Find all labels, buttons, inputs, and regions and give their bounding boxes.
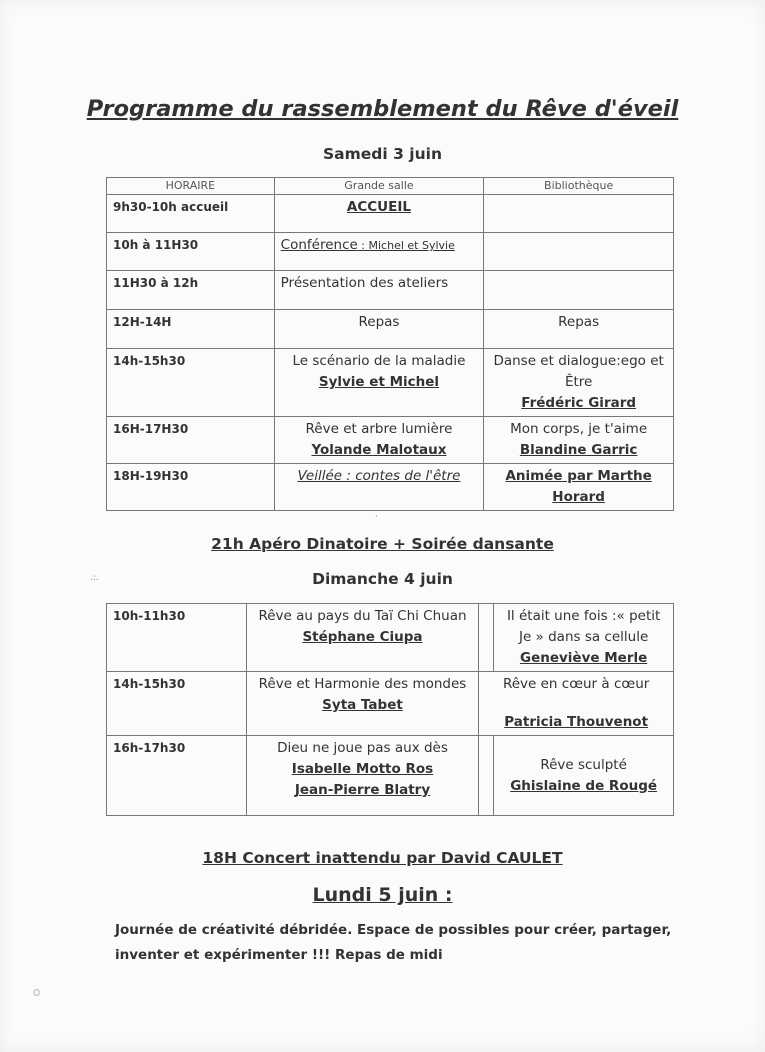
time-cell: 10h à 11H30 [107, 233, 275, 271]
speaker-name: Geneviève Merle [519, 650, 648, 666]
spacer-cell [479, 736, 494, 816]
grande-salle-cell [246, 736, 479, 816]
sunday-evening-event: 18H Concert inattendu par David CAULET [202, 849, 563, 867]
bibliotheque-cell [484, 233, 674, 271]
bibliotheque-cell [494, 736, 674, 816]
table-row [107, 736, 674, 816]
session-title: Rêve sculpté [540, 756, 627, 773]
grande-salle-cell: Repas [274, 310, 484, 349]
column-header-horaire: HORAIRE [107, 178, 275, 195]
speaker-name: Patricia Thouvenot [504, 714, 649, 730]
day3-heading: Lundi 5 juin : [312, 884, 453, 906]
speaker-name: Animée par Marthe Horard [505, 468, 652, 505]
session-title: Rêve et Harmonie des mondes [258, 676, 467, 692]
speaker-name: Stéphane Ciupa [302, 629, 423, 645]
speaker-name: Blandine Garric [519, 442, 638, 458]
speaker-name: Yolande Malotaux [311, 442, 447, 458]
time-cell: 12H-14H [107, 310, 275, 349]
speaker-name-2: Jean-Pierre Blatry [294, 782, 431, 798]
time-cell: 16H-17H30 [107, 417, 275, 464]
day1-heading: Samedi 3 juin [323, 145, 442, 163]
speaker-name: Sylvie et Michel [318, 374, 440, 390]
session-title: Le scénario de la maladie [292, 353, 466, 369]
saturday-evening-event: 21h Apéro Dinatoire + Soirée dansante [211, 535, 554, 553]
time-cell: 14h-15h30 [107, 349, 275, 417]
session-title: Dieu ne joue pas aux dès [277, 740, 448, 756]
bibliotheque-cell [494, 604, 674, 672]
grande-salle-cell: Présentation des ateliers [274, 271, 484, 310]
bibliotheque-cell [484, 464, 674, 511]
time-cell: 18H-19H30 [107, 464, 275, 511]
monday-description: Journée de créativité débridée. Espace de possibles pour créer, partager, inventer et expérimenter !!! Repas de midi [115, 922, 672, 963]
time-cell: 14h-15h30 [107, 672, 247, 736]
session-title: ACCUEIL [346, 199, 411, 215]
table-row [107, 349, 674, 417]
table-row [107, 672, 674, 736]
time-cell: 11H30 à 12h [107, 271, 275, 310]
time-cell: 16h-17h30 [107, 736, 247, 816]
session-title: Veillée : contes de l'être [297, 468, 461, 484]
paper-speck: · [375, 512, 378, 522]
grande-salle-cell [246, 672, 479, 736]
speaker-name: Frédéric Girard [521, 395, 637, 411]
bibliotheque-cell: Repas [484, 310, 674, 349]
grande-salle-cell [274, 233, 484, 271]
page-title: Programme du rassemblement du Rêve d'éveil [86, 96, 679, 122]
bibliotheque-cell [484, 271, 674, 310]
speaker-name: Ghislaine de Rougé [510, 777, 658, 794]
session-title: Mon corps, je t'aime [510, 421, 648, 437]
speaker-name: Isabelle Motto Ros [291, 761, 434, 777]
column-header-grande-salle: Grande salle [274, 178, 484, 195]
table-row [107, 271, 674, 310]
schedule-table-sunday [106, 603, 674, 816]
table-row [107, 604, 674, 672]
schedule-table-saturday [106, 177, 674, 511]
session-title: Danse et dialogue:ego et Être [493, 353, 664, 390]
column-header-bibliotheque: Bibliothèque [484, 178, 674, 195]
table-row [107, 310, 674, 349]
grande-salle-cell [274, 464, 484, 511]
session-title: Il était une fois :« petit Je » dans sa cellule [506, 608, 661, 645]
table-row [107, 417, 674, 464]
table-row [107, 464, 674, 511]
table-row [107, 233, 674, 271]
session-speakers: : Michel et Sylvie [357, 239, 455, 252]
speaker-name: Syta Tabet [322, 697, 403, 713]
table-header-row [107, 178, 674, 195]
session-title: Rêve en cœur à cœur [502, 676, 650, 692]
bibliotheque-cell [484, 417, 674, 464]
table-row [107, 195, 674, 233]
grande-salle-cell [246, 604, 479, 672]
grande-salle-cell [274, 417, 484, 464]
bibliotheque-cell [484, 195, 674, 233]
grande-salle-cell [274, 349, 484, 417]
time-cell: 10h-11h30 [107, 604, 247, 672]
session-title: Conférence [280, 237, 358, 253]
bibliotheque-cell [479, 672, 674, 736]
paper-speck: .:. [90, 573, 99, 583]
day2-heading: Dimanche 4 juin [312, 570, 453, 588]
time-cell: 9h30-10h accueil [107, 195, 275, 233]
paper-speck: o [33, 985, 41, 999]
spacer-cell [479, 604, 494, 672]
bibliotheque-cell [484, 349, 674, 417]
session-title: Rêve au pays du Taï Chi Chuan [258, 608, 467, 624]
grande-salle-cell [274, 195, 484, 233]
session-title: Rêve et arbre lumière [305, 421, 453, 437]
